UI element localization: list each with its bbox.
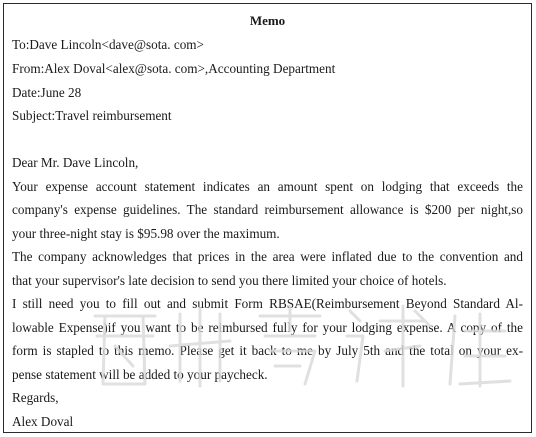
memo-closing: Regards, bbox=[12, 390, 59, 405]
memo-body-line: that your supervisor's late decision to send you there limited your choice of hotels. bbox=[12, 273, 447, 288]
memo-body-line: I still need you to fill out and submit Form RBSAE(Reimbursement Beyond Standard Al- bbox=[12, 296, 523, 311]
memo-from-line: From:Alex Doval<alex@sota. com>,Accounting Department bbox=[12, 61, 336, 76]
memo-salutation: Dear Mr. Dave Lincoln, bbox=[12, 155, 139, 170]
memo-date-line: Date:June 28 bbox=[12, 85, 82, 100]
memo-body-line: form is stapled to this memo. Please get it back to me by July 5th and the total on your ex- bbox=[12, 343, 523, 358]
memo-body-line: lowable Expense)if you want to be reimbursed fully for your lodging expense. A copy of the bbox=[12, 320, 523, 335]
memo-body-line: your three-night stay is $95.98 over the maximum. bbox=[12, 226, 280, 241]
memo-body-line: The company acknowledges that prices in the area were inflated due to the convention and bbox=[12, 249, 523, 264]
memo-title: Memo bbox=[249, 13, 286, 28]
memo-subject-line: Subject:Travel reimbursement bbox=[12, 108, 172, 123]
memo-signature: Alex Doval bbox=[12, 414, 74, 429]
memo-body-line: Your expense account statement indicates an amount spent on lodging that exceeds the bbox=[12, 179, 523, 194]
memo-to-line: To:Dave Lincoln<dave@sota. com> bbox=[12, 37, 204, 52]
memo-body-line: pense statement will be added to your paycheck. bbox=[12, 367, 268, 382]
memo-document bbox=[3, 3, 532, 433]
memo-body-line: company's expense guidelines. The standard reimbursement allowance is $200 per night,so bbox=[12, 202, 523, 217]
